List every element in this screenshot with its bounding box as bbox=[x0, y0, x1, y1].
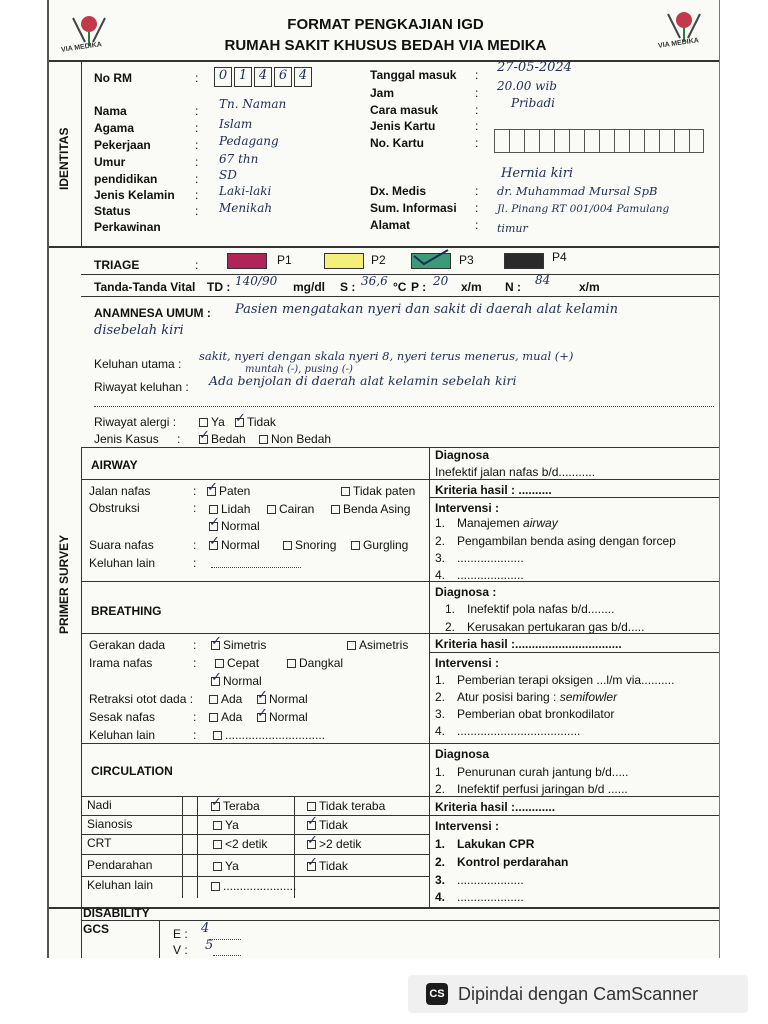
tanggal-masuk-value: 27-05-2024 bbox=[497, 60, 572, 75]
alamat-label: Alamat bbox=[370, 218, 411, 232]
anamnesa-text-2: disebelah kiri bbox=[94, 323, 184, 338]
gcs-label: GCS bbox=[83, 922, 110, 936]
suara-nafas-normal-option[interactable]: ✓ Normal bbox=[209, 538, 260, 552]
circulation-keluhan-lain-option[interactable]: ...................... bbox=[211, 879, 296, 893]
td-value: 140/90 bbox=[235, 274, 278, 288]
airway-kriteria: Kriteria hasil : .......... bbox=[435, 483, 552, 497]
hospital-name: RUMAH SAKIT KHUSUS BEDAH VIA MEDIKA bbox=[224, 37, 547, 54]
breathing-diagnosa-title: Diagnosa : bbox=[435, 585, 497, 599]
airway-intervensi-1: Manajemen airway bbox=[457, 516, 558, 530]
jenis-kasus-label: Jenis Kasus bbox=[94, 432, 159, 446]
perkawinan-label: Perkawinan bbox=[94, 220, 161, 234]
cara-masuk-value: Pribadi bbox=[511, 96, 556, 110]
obstruksi-benda-asing-option[interactable]: Benda Asing bbox=[331, 502, 410, 516]
camscanner-text: Dipindai dengan CamScanner bbox=[458, 983, 699, 1004]
triage-p3-box-selected bbox=[411, 253, 451, 269]
status-value: Menikah bbox=[219, 201, 273, 215]
airway-intervensi-title: Intervensi : bbox=[435, 501, 500, 515]
non-bedah-option[interactable]: Non Bedah bbox=[259, 432, 331, 446]
gcs-v-label: V : bbox=[173, 943, 188, 957]
agama-value: Islam bbox=[219, 117, 253, 131]
no-rm-label: No RM bbox=[94, 71, 132, 85]
breathing-intervensi-title: Intervensi : bbox=[435, 656, 500, 670]
breathing-diagnosa-1: Inefektif pola nafas b/d........ bbox=[467, 602, 615, 616]
pendarahan-label: Pendarahan bbox=[87, 858, 153, 872]
breathing-intervensi-1: Pemberian terapi oksigen ...l/m via.......... bbox=[457, 673, 675, 687]
logo-text: VIA MEDIKA bbox=[657, 37, 700, 50]
retraksi-label: Retraksi otot dada : bbox=[89, 692, 194, 706]
keluhan-utama-value-1: sakit, nyeri dengan skala nyeri 8, nyeri terus menerus, mual (+) bbox=[199, 349, 574, 363]
dx-medis-label: Dx. Medis bbox=[370, 184, 427, 198]
tanggal-masuk-label: Tanggal masuk bbox=[370, 68, 457, 82]
airway-keluhan-lain-label: Keluhan lain bbox=[89, 556, 156, 570]
retraksi-ada-option[interactable]: Ada bbox=[209, 692, 242, 706]
jam-label: Jam bbox=[370, 86, 395, 100]
irama-dangkal-option[interactable]: Dangkal bbox=[287, 656, 343, 670]
circulation-diagnosa-title: Diagnosa bbox=[435, 747, 490, 761]
dx-medis-value: Hernia kiri bbox=[501, 166, 574, 181]
primer-survey-label: PRIMER SURVEY bbox=[57, 534, 71, 634]
crt-more-option[interactable]: ✓ >2 detik bbox=[307, 837, 361, 851]
vital-label: Tanda-Tanda Vital bbox=[94, 280, 196, 294]
jenis-kelamin-label: Jenis Kelamin bbox=[94, 188, 175, 202]
gcs-e-label: E : bbox=[173, 927, 188, 941]
triage-p1-label: P1 bbox=[277, 253, 292, 267]
triage-p3-label: P3 bbox=[459, 253, 474, 267]
sesak-ada-option[interactable]: Ada bbox=[209, 710, 242, 724]
riwayat-keluhan-value: Ada benjolan di daerah alat kelamin sebelah kiri bbox=[209, 373, 517, 388]
obstruksi-normal-option[interactable]: ✓Normal bbox=[209, 519, 260, 533]
identitas-label: IDENTITAS bbox=[57, 127, 71, 190]
nadi-teraba-option[interactable]: ✓ Teraba bbox=[211, 799, 260, 813]
obstruksi-label: Obstruksi bbox=[89, 501, 140, 515]
triage-p4-box bbox=[504, 253, 544, 269]
nadi-tidak-teraba-option[interactable]: Tidak teraba bbox=[307, 799, 385, 813]
jalan-nafas-tidak-paten-option[interactable]: Tidak paten bbox=[341, 484, 415, 498]
sianosis-label: Sianosis bbox=[87, 817, 133, 831]
sesak-nafas-label: Sesak nafas bbox=[89, 710, 156, 724]
suara-nafas-snoring-option[interactable]: Snoring bbox=[283, 538, 336, 552]
retraksi-normal-option[interactable]: ✓ Normal bbox=[257, 692, 308, 706]
form-title: FORMAT PENGKAJIAN IGD bbox=[287, 16, 484, 33]
airway-diagnosa: Inefektif jalan nafas b/d........... bbox=[435, 465, 596, 479]
triage-p4-label: P4 bbox=[552, 250, 567, 264]
breathing-kriteria: Kriteria hasil :................................ bbox=[435, 637, 622, 651]
status-label: Status bbox=[94, 204, 131, 218]
alamat-value-2: timur bbox=[497, 222, 528, 235]
circulation-diagnosa-2: Inefektif perfusi jaringan b/d ...... bbox=[457, 782, 628, 796]
airway-diagnosa-title: Diagnosa bbox=[435, 448, 490, 462]
disability-title: DISABILITY bbox=[83, 906, 150, 920]
sum-informasi-label: Sum. Informasi bbox=[370, 201, 457, 215]
suara-nafas-gurgling-option[interactable]: Gurgling bbox=[351, 538, 408, 552]
breathing-title: BREATHING bbox=[91, 604, 162, 618]
gcs-e-value: 4 bbox=[201, 921, 210, 936]
obstruksi-lidah-option[interactable]: Lidah bbox=[209, 502, 250, 516]
umur-label: Umur bbox=[94, 155, 126, 169]
circulation-diagnosa-1: Penurunan curah jantung b/d..... bbox=[457, 765, 629, 779]
breathing-intervensi-2: Atur posisi baring : semifowler bbox=[457, 690, 618, 704]
nama-value: Tn. Naman bbox=[219, 97, 287, 111]
circulation-title: CIRCULATION bbox=[91, 764, 173, 778]
breathing-keluhan-lain-label: Keluhan lain bbox=[89, 728, 156, 742]
nadi-label: Nadi bbox=[87, 798, 112, 812]
circulation-kriteria: Kriteria hasil :............ bbox=[435, 800, 556, 814]
gerakan-asimetris-option[interactable]: Asimetris bbox=[347, 638, 408, 652]
irama-nafas-label: Irama nafas bbox=[89, 656, 153, 670]
pekerjaan-label: Pekerjaan bbox=[94, 138, 151, 152]
triage-label: TRIAGE bbox=[94, 258, 140, 272]
riwayat-keluhan-label: Riwayat keluhan : bbox=[94, 380, 189, 394]
circulation-intervensi-title: Intervensi : bbox=[435, 819, 500, 833]
alergi-ya-option[interactable]: Ya bbox=[199, 415, 225, 429]
airway-title: AIRWAY bbox=[91, 458, 138, 472]
sianosis-ya-option[interactable]: Ya bbox=[213, 818, 239, 832]
no-kartu-boxes bbox=[494, 129, 704, 153]
pendarahan-ya-option[interactable]: Ya bbox=[213, 859, 239, 873]
keluhan-utama-value-2: muntah (-), pusing (-) bbox=[245, 364, 353, 375]
alergi-tidak-option[interactable]: ✓ Tidak bbox=[235, 415, 276, 429]
riwayat-alergi-label: Riwayat alergi : bbox=[94, 415, 177, 429]
gcs-v-value: 5 bbox=[205, 938, 214, 953]
anamnesa-label: ANAMNESA UMUM : bbox=[94, 306, 211, 320]
gerakan-simetris-option[interactable]: ✓ Simetris bbox=[211, 638, 266, 652]
pendidikan-value: SD bbox=[219, 168, 237, 182]
breathing-diagnosa-2: Kerusakan pertukaran gas b/d..... bbox=[467, 620, 645, 634]
jenis-kartu-label: Jenis Kartu bbox=[370, 119, 436, 133]
nama-label: Nama bbox=[94, 104, 127, 118]
jam-value: 20.00 wib bbox=[497, 79, 557, 93]
no-kartu-label: No. Kartu bbox=[370, 136, 424, 150]
alamat-value-1: Jl. Pinang RT 001/004 Pamulang bbox=[497, 203, 670, 215]
anamnesa-text-1: Pasien mengatakan nyeri dan sakit di daerah alat kelamin bbox=[235, 302, 619, 317]
irama-normal-option[interactable]: ✓Normal bbox=[211, 674, 262, 688]
pendarahan-tidak-option[interactable]: ✓ Tidak bbox=[307, 859, 348, 873]
sianosis-tidak-option[interactable]: ✓ Tidak bbox=[307, 818, 348, 832]
irama-cepat-option[interactable]: Cepat bbox=[215, 656, 259, 670]
obstruksi-cairan-option[interactable]: Cairan bbox=[267, 502, 314, 516]
jenis-kelamin-value: Laki-laki bbox=[219, 184, 272, 198]
suara-nafas-label: Suara nafas bbox=[89, 538, 154, 552]
assessment-form: VIA MEDIKA VIA MEDIKA FORMAT PENGKAJIAN IGD RUMAH SAKIT KHUSUS BEDAH VIA MEDIKA IDENTITAS No RM : 0 1 4 6 4 Nama : Tn. Naman Agama : Islam Pekerjaan : Pedagang Umur : 67 thn pendidikan : SD Jenis Kelamin : Laki-laki Status : Menikah Perkawinan Tanggal masuk : 27-05-2024 Jam : 20.00 wib Cara masuk : Pribadi Jenis Kartu : No. Kartu : Dx. Medis : Hernia kiri Sum. Informasi : dr. Muhammad Mursal SpB Alamat : Jl. Pinang RT 001/004 Pamulang timur TRIAGE : P1 P2 P3 P4 Tanda-Tanda Vital TD : 140/90 mg/dl S : 36,6 °C P : 20 x/m N : 84 x/m ANAMNESA UMUM : Pasien mengatakan nyeri dan sakit di daerah alat kelamin disebelah kiri Keluhan utama : sakit, nyeri dengan skala nyeri 8, nyeri terus menerus, mual (+) muntah (-), pusing (-) Riwayat keluhan : Ada benjolan di daerah alat kelamin sebelah kiri Riwayat alergi : Ya ✓ Tidak Jenis Kasus : ✓ Bedah Non Bedah PRIMER SURVEY AIRWAY Diagnosa Inefektif jalan nafas b/d........... Jalan nafas : ✓ Paten Tidak paten Obstruksi : Lidah Cairan Benda Asing ✓Normal Suara nafas : ✓ Normal Snoring Gurgling Keluhan lain : Kriteria hasil : .......... Intervensi : 1. Manajemen airway 2. Pengambilan benda asing dengan forcep 3. .................... 4. .................... BREATHING Diagnosa : 1. Inefektif pola nafas b/d........ 2. Kerusakan pertukaran gas b/d..... Gerakan dada : ✓ Simetris Asimetris Irama nafas : Cepat Dangkal ✓Normal Retraksi otot dada : Ada ✓ Normal Sesak nafas : Ada ✓ Normal Keluhan lain : .............................. Kriteria hasil :................................ Intervensi : 1. Pemberian terapi oksigen ...l/m via.......... 2. Atur posisi baring : semifowler 3. Pemberian obat bronkodilator 4. ..................................... CIRCULATION Diagnosa 1. Penurunan curah jantung b/d..... 2. Inefektif perfusi jaringan b/d ...... Nadi ✓ Teraba Tidak teraba Sianosis Ya ✓ Tidak CRT <2 detik ✓ >2 detik Pendarahan Ya ✓ Tidak Keluhan lain ...................... Kriteria hasil :............ Intervensi : 1. Lakukan CPR 2. Kontrol perdarahan 3. .................... 4. .................... DISABILITY GCS E : 4 V : 5 bbox=[47, 0, 720, 958]
triage-p2-label: P2 bbox=[371, 253, 386, 267]
triage-p2-box bbox=[324, 253, 364, 269]
keluhan-utama-label: Keluhan utama : bbox=[94, 357, 182, 371]
cara-masuk-label: Cara masuk bbox=[370, 103, 439, 117]
pekerjaan-value: Pedagang bbox=[219, 134, 279, 148]
camscanner-watermark bbox=[408, 975, 748, 1013]
pendidikan-label: pendidikan bbox=[94, 172, 158, 186]
circulation-keluhan-lain-label: Keluhan lain bbox=[87, 878, 154, 892]
gerakan-dada-label: Gerakan dada bbox=[89, 638, 166, 652]
circulation-intervensi-1: Lakukan CPR bbox=[457, 837, 535, 851]
p-value: 20 bbox=[433, 274, 449, 288]
camscanner-icon: CS bbox=[426, 983, 448, 1005]
breathing-keluhan-lain-option[interactable]: .............................. bbox=[213, 728, 325, 742]
sum-informasi-value: dr. Muhammad Mursal SpB bbox=[497, 184, 658, 198]
jalan-nafas-paten-option[interactable]: ✓ Paten bbox=[207, 484, 250, 498]
jalan-nafas-label: Jalan nafas bbox=[89, 484, 151, 498]
crt-label: CRT bbox=[87, 836, 112, 850]
airway-intervensi-2: Pengambilan benda asing dengan forcep bbox=[457, 534, 676, 548]
s-value: 36,6 bbox=[361, 274, 388, 288]
no-rm-digits: 0 1 4 6 4 bbox=[214, 67, 314, 87]
n-value: 84 bbox=[535, 273, 551, 287]
agama-label: Agama bbox=[94, 121, 135, 135]
triage-p1-box bbox=[227, 253, 267, 269]
circulation-intervensi-2: Kontrol perdarahan bbox=[457, 855, 569, 869]
breathing-intervensi-3: Pemberian obat bronkodilator bbox=[457, 707, 615, 721]
logo-text: VIA MEDIKA bbox=[60, 41, 103, 54]
umur-value: 67 thn bbox=[219, 152, 259, 166]
sesak-normal-option[interactable]: ✓ Normal bbox=[257, 710, 308, 724]
crt-less-option[interactable]: <2 detik bbox=[213, 837, 267, 851]
bedah-option[interactable]: ✓ Bedah bbox=[199, 432, 246, 446]
